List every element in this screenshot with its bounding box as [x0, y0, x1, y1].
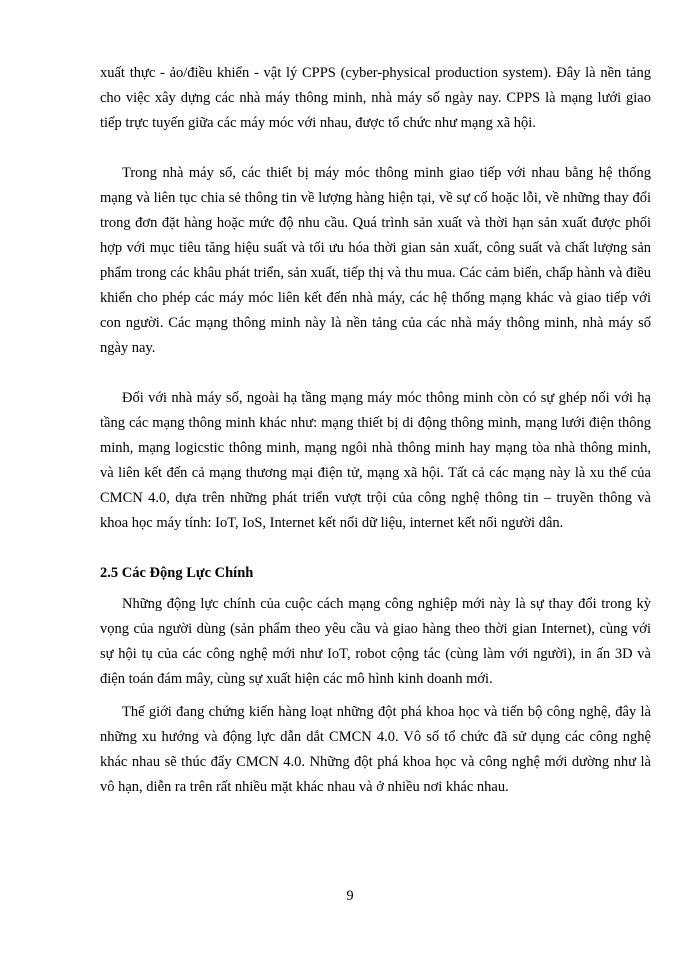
section-heading: 2.5 Các Động Lực Chính [100, 565, 254, 581]
paragraph-digital-factory: Trong nhà máy số, các thiết bị máy móc thông minh giao tiếp với nhau bằng hệ thống mạng và liên tục chia sẻ thông tin về lượng hàng hiện tại, về sự cố hoặc lỗi, về những thay đổi trong đơn đặt hàng hoặc mức độ nhu cầu. Quá trình sản xuất và thời hạn sản xuất được phối hợp với mục tiêu tăng hiệu suất và tối ưu hóa thời gian sản xuất, công suất và chất lượng sản phẩm trong các khâu phát triển, sản xuất, tiếp thị và thu mua. Các cảm biến, chấp hành và điều khiển cho phép các máy móc liên kết đến nhà máy, các hệ thống mạng khác và giao tiếp với con người. Các mạng thông minh này là nền tảng của các nhà máy thông minh, nhà máy số ngày nay. [100, 165, 651, 356]
page-body [100, 61, 651, 800]
paragraph-cpps-intro: xuất thực - ảo/điều khiển - vật lý CPPS (cyber-physical production system). Đây là nền tảng cho việc xây dựng các nhà máy thông minh, nhà máy số ngày nay. CPPS là mạng lưới giao tiếp trực tuyến giữa các máy móc với nhau, được tổ chức như mạng xã hội. [100, 65, 651, 131]
paragraph-smart-networks: Đối với nhà máy số, ngoài hạ tầng mạng máy móc thông minh còn có sự ghép nối với hạ tầng các mạng thông minh khác như: mạng thiết bị di động thông minh, mạng lưới điện thông minh, mạng logicstic thông minh, mạng ngôi nhà thông minh hay mạng tòa nhà thông minh, và liên kết đến cả mạng thương mại điện tử, mạng xã hội. Tất cả các mạng này là xu thế của CMCN 4.0, dựa trên những phát triển vượt trội của công nghệ thông tin – truyền thông và khoa học máy tính: IoT, IoS, Internet kết nối dữ liệu, internet kết nối người dân. [100, 390, 651, 531]
page-number: 9 [346, 888, 354, 904]
paragraph-main-drivers: Những động lực chính của cuộc cách mạng công nghiệp mới này là sự thay đổi trong kỳ vọng của người dùng (sản phẩm theo yêu cầu và giao hàng theo thời gian Internet), cùng với sự hội tụ của các công nghệ mới như IoT, robot cộng tác (cùng làm với người), in ấn 3D và điện toán đám mây, cùng sự xuất hiện các mô hình kinh doanh mới. [100, 596, 651, 687]
paragraph-breakthroughs: Thế giới đang chứng kiến hàng loạt những đột phá khoa học và tiến bộ công nghệ, đây là những xu hướng và động lực dẫn dắt CMCN 4.0. Vô số tổ chức đã sử dụng các công nghệ khác nhau sẽ thúc đẩy CMCN 4.0. Những đột phá khoa học và công nghệ mới dường như là vô hạn, diễn ra trên rất nhiều mặt khác nhau và ở nhiều nơi khác nhau. [100, 704, 651, 795]
